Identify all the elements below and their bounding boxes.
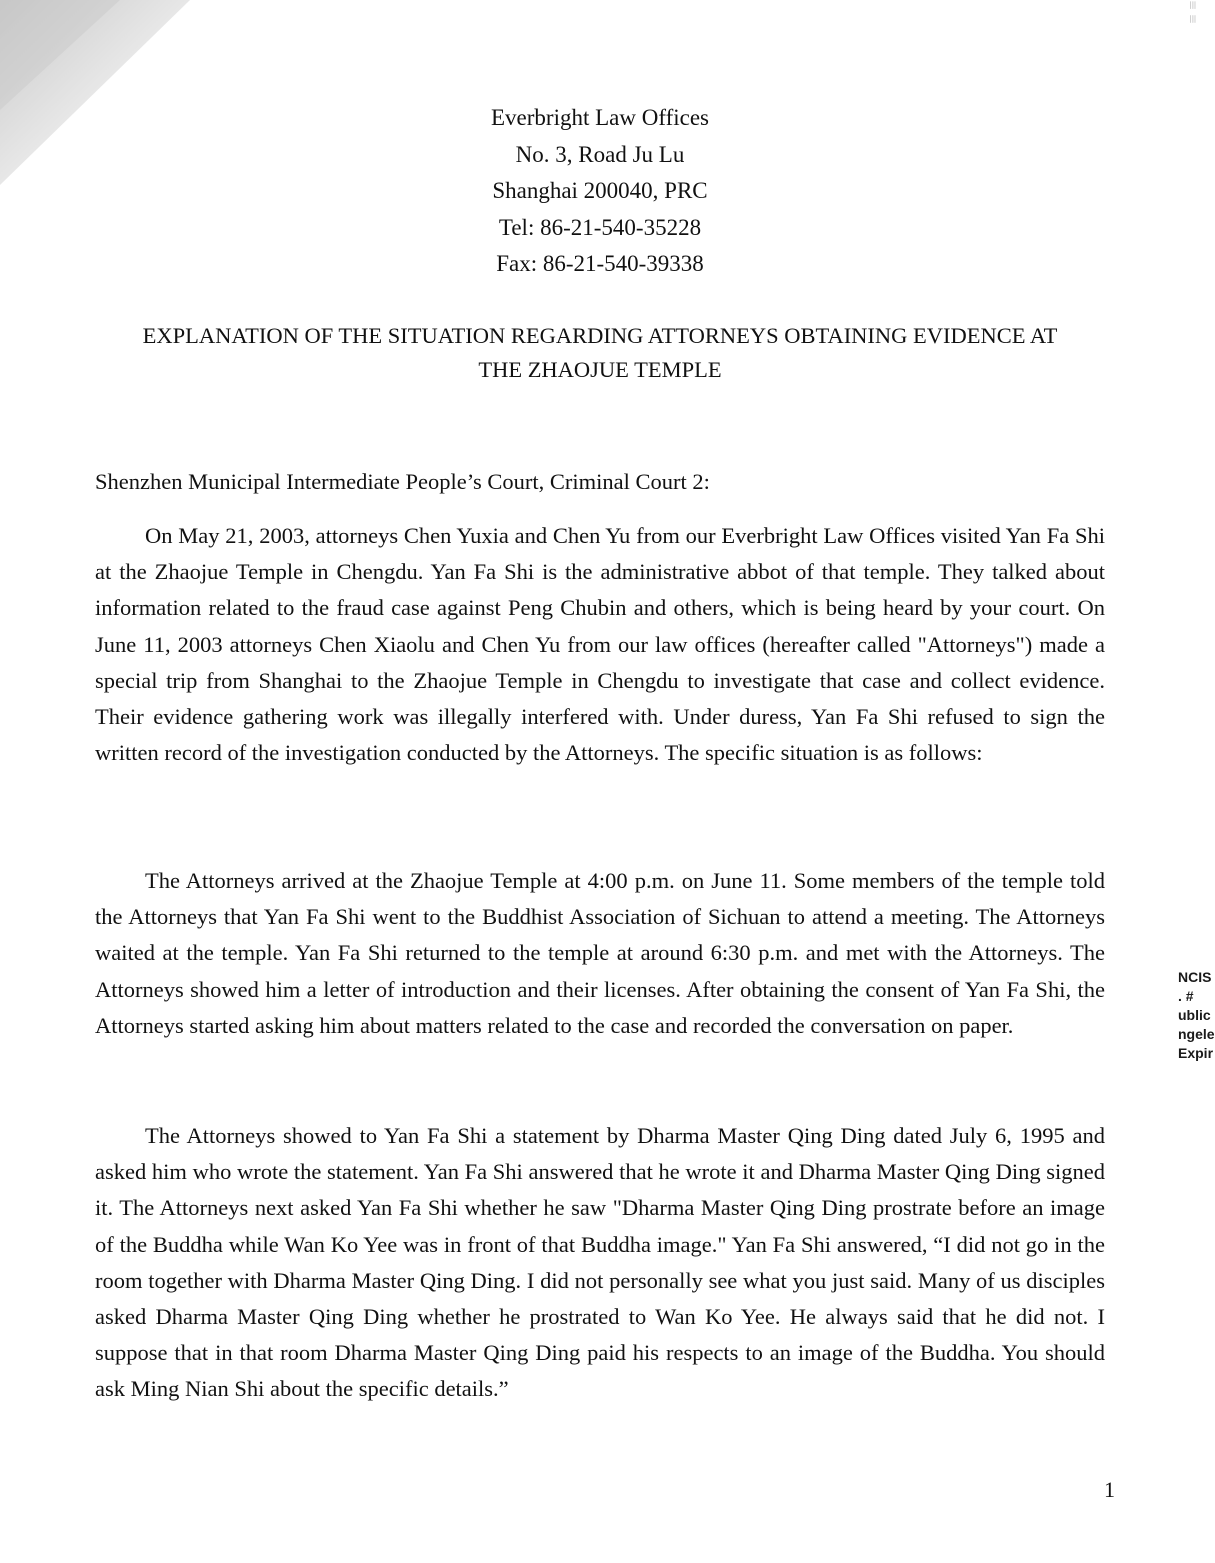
stamp-line: NCIS: [1178, 969, 1212, 985]
telephone: Tel: 86-21-540-35228: [498, 214, 702, 240]
document-title: [95, 319, 1105, 387]
stamp-line: ngele: [1178, 1026, 1215, 1042]
title-line-2: THE ZHAOJUE TEMPLE: [478, 357, 722, 382]
paragraph-3: The Attorneys showed to Yan Fa Shi a statement by Dharma Master Qing Ding dated July 6, 1995 and asked him who wrote the statement. Yan Fa Shi answered that he wrote it and Dharma Master Qing Ding signed it. The Attorneys next asked Yan Fa Shi whether he saw "Dharma Master Qing Ding prostrate before an image of the Buddha while Wan Ko Yee was in front of that Buddha image." Yan Fa Shi answered, “I did not go in the room together with Dharma Master Qing Ding. I did not personally see what you just said. Many of us disciples asked Dharma Master Qing Ding whether he prostrated to Wan Ko Yee. He always said that he did not. I suppose that in that room Dharma Master Qing Ding paid his respects to an image of the Buddha. You should ask Ming Nian Shi about the specific details.”: [95, 1123, 1105, 1402]
paragraph-2: The Attorneys arrived at the Zhaojue Temple at 4:00 p.m. on June 11. Some members of the temple told the Attorneys that Yan Fa Shi went to the Buddhist Association of Sichuan to attend a meeting. The Attorneys waited at the temple. Yan Fa Shi returned to the temple at around 6:30 p.m. and met with the Attorneys. The Attorneys showed him a letter of introduction and their licenses. After obtaining the consent of Yan Fa Shi, the Attorneys started asking him about matters related to the case and recorded the conversation on paper.: [95, 868, 1105, 1038]
fax: Fax: 86-21-540-39338: [496, 251, 704, 276]
notary-stamp-fragment: [1178, 968, 1215, 1078]
title-line-1: EXPLANATION OF THE SITUATION REGARDING ATTORNEYS OBTAINING EVIDENCE AT: [142, 323, 1058, 348]
address-line-2: Shanghai 200040, PRC: [492, 178, 708, 203]
stamp-line: ublic: [1178, 1007, 1211, 1023]
scan-edge-mark: ≡ ≡: [1186, 0, 1200, 24]
salutation: Shenzhen Municipal Intermediate People’s Court, Criminal Court 2:: [95, 469, 710, 494]
stamp-line: Expir: [1178, 1045, 1214, 1061]
letterhead: [0, 100, 1200, 283]
page-number: 1: [1104, 1477, 1115, 1502]
firm-name: Everbright Law Offices: [491, 105, 709, 130]
paragraph-1: On May 21, 2003, attorneys Chen Yuxia and Chen Yu from our Everbright Law Offices visited Yan Fa Shi at the Zhaojue Temple in Chengdu. Yan Fa Shi is the administrative abbot of that temple. They talked about information related to the fraud case against Peng Chubin and others, which is being heard by your court. On June 11, 2003 attorneys Chen Xiaolu and Chen Yu from our law offices (hereafter called "Attorneys") made a special trip from Shanghai to the Zhaojue Temple in Chengdu to investigate that case and collect evidence. Their evidence gathering work was illegally interfered with. Under duress, Yan Fa Shi refused to sign the written record of the investigation conducted by the Attorneys. The specific situation is as follows:: [95, 523, 1105, 766]
address-line-1: No. 3, Road Ju Lu: [515, 141, 685, 167]
stamp-line: . #: [1178, 988, 1194, 1004]
